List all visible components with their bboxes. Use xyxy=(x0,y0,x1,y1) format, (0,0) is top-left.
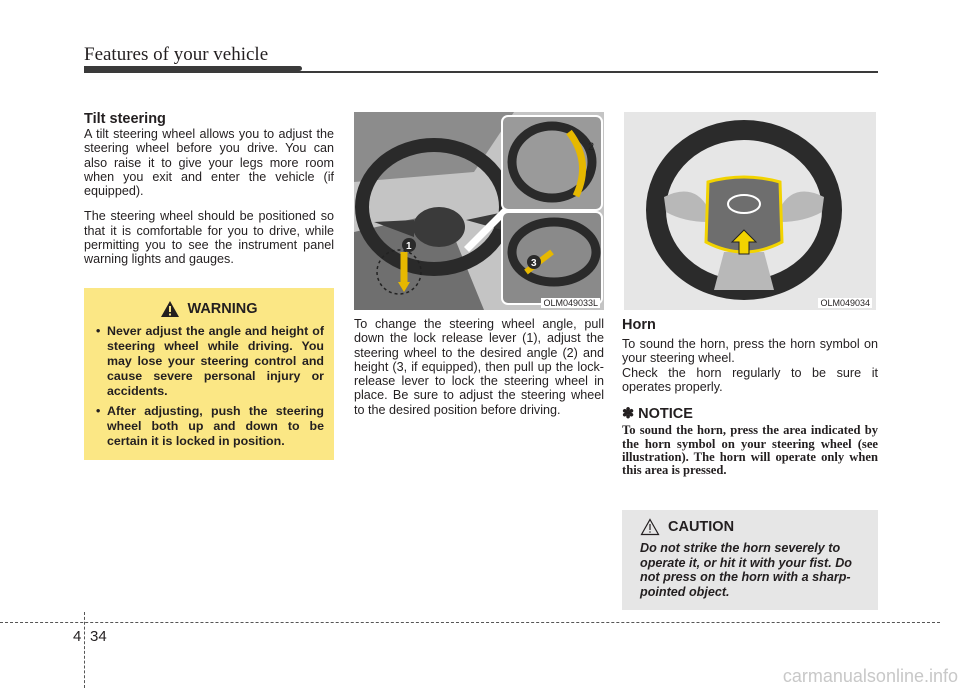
steering-adjust-photo xyxy=(354,112,604,310)
caution-text: Do not strike the horn severely to operate it, or hit it with your fist. Do not press on the horn with a sharp-pointed object. xyxy=(640,541,852,599)
page-header-title: Features of your vehicle xyxy=(84,44,269,65)
callout-2: 2 xyxy=(588,141,595,153)
warning-item: • After adjusting, push the steering wheel both up and down to be certain it is locked in position. xyxy=(94,404,324,449)
steering-adjust-paragraph: To change the steering wheel angle, pull down the lock release lever (1), adjust the steering wheel to the desired angle (2) and height (3, if equipped), then pull up the lock-release lever to lock the steering wheel in place. Be sure to adjust the steering wheel to the desired position before driving. xyxy=(354,317,604,417)
chapter-number: 4 xyxy=(73,628,82,645)
tilt-steering-paragraph-2: The steering wheel should be positioned so that it is comfortable for you to drive, while permitting you to see the instrument panel warning lights and gauges. xyxy=(84,209,334,267)
warning-box xyxy=(84,288,334,460)
footer-divider xyxy=(84,612,85,688)
steering-column-illustration xyxy=(354,112,604,310)
tilt-steering-heading: Tilt steering xyxy=(84,111,166,127)
photo-code: OLM049034 xyxy=(820,298,870,308)
horn-paragraph-2: Check the horn regularly to be sure it operates properly. xyxy=(622,365,878,394)
header-rule xyxy=(84,71,878,73)
photo-code: OLM049033L xyxy=(543,298,598,308)
warning-item: • Never adjust the angle and height of steering wheel while driving. You may lose your steering control and cause severe personal injury or accidents. xyxy=(94,324,324,399)
tilt-steering-section xyxy=(84,111,334,267)
horn-photo xyxy=(624,112,876,310)
footer-rule xyxy=(0,622,940,623)
warning-title: WARNING xyxy=(187,301,258,317)
callout-3: 3 xyxy=(531,258,537,269)
notice-title: NOTICE xyxy=(638,406,693,423)
horn-paragraph-1: To sound the horn, press the horn symbol on your steering wheel. xyxy=(622,337,878,366)
callout-1: 1 xyxy=(406,241,412,252)
warning-triangle-icon xyxy=(160,300,180,318)
notice-heading xyxy=(622,406,878,422)
notice-text: To sound the horn, press the area indicated by the horn symbol on your steering wheel (see illustration). The horn will operate only when this area is pressed. xyxy=(622,423,878,478)
caution-box xyxy=(622,510,878,610)
caution-triangle-icon xyxy=(640,518,660,536)
notice-symbol-icon: ✽ xyxy=(622,406,635,423)
page-number: 34 xyxy=(90,628,107,645)
watermark: carmanualsonline.info xyxy=(782,666,958,686)
caution-title: CAUTION xyxy=(668,519,735,535)
tilt-steering-paragraph-1: A tilt steering wheel allows you to adjust the steering wheel before you drive. You can also raise it to give your legs more room when you exit and enter the vehicle (if equipped). xyxy=(84,127,334,199)
horn-section xyxy=(622,317,878,478)
horn-steering-wheel-illustration xyxy=(624,112,876,310)
steering-adjust-text-block xyxy=(354,317,604,417)
horn-heading: Horn xyxy=(622,317,656,333)
